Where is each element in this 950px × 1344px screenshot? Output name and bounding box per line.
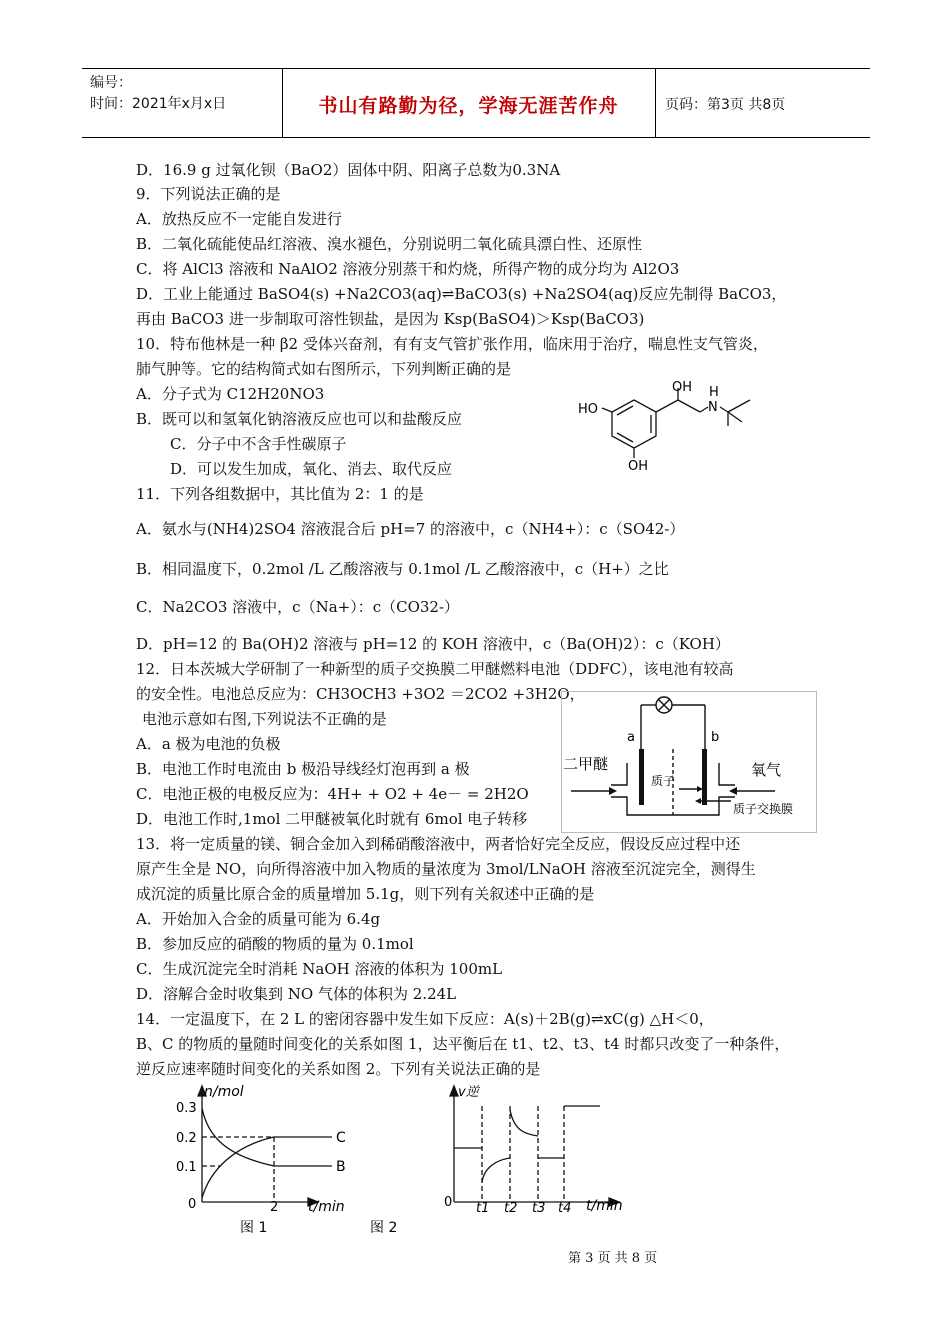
text-line: C．Na2CO3 溶液中，c（Na+）：c（CO32-） — [136, 598, 460, 616]
text-line: B．参加反应的硝酸的物质的量为 0.1mol — [136, 935, 414, 953]
header-meta — [90, 73, 280, 115]
mol-label-oh-bottom: OH — [628, 459, 649, 474]
text-line: D．pH=12 的 Ba(OH)2 溶液与 pH=12 的 KOH 溶液中，c（Ba(OH)2）：c（KOH） — [136, 635, 730, 653]
header-motto: 书山有路勤为径，学海无涯苦作舟 — [318, 95, 619, 117]
electrode-a-label: a — [627, 730, 635, 745]
text-line: B．电池工作时电流由 b 极沿导线经灯泡再到 a 极 — [136, 760, 470, 778]
text-line: B．既可以和氢氧化钠溶液反应也可以和盐酸反应 — [136, 410, 463, 428]
text-line: D．可以发生加成，氧化、消去、取代反应 — [170, 460, 453, 478]
text-line: D．溶解合金时收集到 NO 气体的体积为 2.24L — [136, 985, 457, 1003]
text-line: 10．特布他林是一种 β2 受体兴奋剂，有有支气管扩张作用，临床用于治疗，喘息性支气管炎， — [136, 335, 768, 353]
mol-label-ho: HO — [578, 402, 599, 417]
fig1-y-tick: 0.3 — [176, 1101, 197, 1116]
figure-2-chart — [366, 1078, 632, 1240]
fig1-series-c: C — [336, 1130, 346, 1146]
text-line: 11．下列各组数据中，其比值为 2：1 的是 — [136, 485, 424, 503]
figure-1-chart — [168, 1078, 364, 1240]
time-label: 时间：2021年x月x日 — [90, 96, 227, 112]
text-line: 12．日本茨城大学研制了一种新型的质子交换膜二甲醚燃料电池（DDFC），该电池有较高 — [136, 660, 734, 678]
text-line: A．开始加入合金的质量可能为 6.4g — [136, 910, 381, 928]
text-line: A．放热反应不一定能自发进行 — [136, 210, 342, 228]
text-line: C．电池正极的电极反应为：4H+ + O2 + 4e－ = 2H2O — [136, 785, 529, 803]
text-line: C．分子中不含手性碳原子 — [170, 435, 347, 453]
fuel-cell-diagram — [561, 691, 817, 833]
fig2-x-tick: t3 — [532, 1201, 546, 1216]
text-line: B、C 的物质的量随时间变化的关系如图 1，达平衡后在 t1、t2、t3、t4 时都只改变了一种条件， — [136, 1035, 790, 1053]
proton-label: 质子 — [651, 774, 676, 788]
text-line: 逆反应速率随时间变化的关系如图 2。下列有关说法正确的是 — [136, 1060, 541, 1078]
text-line: 原产生全是 NO，向所得溶液中加入物质的量浓度为 3mol/LNaOH 溶液至沉淀完全，测得生 — [136, 860, 756, 878]
fig2-origin: 0 — [444, 1195, 453, 1210]
text-line: A．a 极为电池的负极 — [136, 735, 281, 753]
membrane-label: 质子交换膜 — [733, 802, 794, 816]
fig1-caption: 图 1 — [240, 1220, 268, 1236]
page-header — [82, 68, 870, 138]
page-footer: 第 3 页 共 8 页 — [568, 1251, 658, 1266]
text-line: 的安全性。电池总反应为：CH3OCH3 +3O2 ＝2CO2 +3H2O， — [136, 685, 585, 703]
text-line: D．16.9 g 过氧化钡（BaO2）固体中阴、阳离子总数为0.3NA — [136, 161, 561, 179]
molecule-structure — [576, 378, 766, 478]
fig1-y-tick: 0.2 — [176, 1131, 197, 1146]
text-line: 13．将一定质量的镁、铜合金加入到稀硝酸溶液中，两者恰好完全反应，假设反应过程中还 — [136, 835, 741, 853]
fig2-x-tick: t1 — [476, 1201, 490, 1216]
text-line: 肺气肿等。它的结构简式如右图所示，下列判断正确的是 — [136, 360, 512, 378]
left-gas-label: 二甲醚 — [563, 755, 609, 773]
text-line: C．生成沉淀完全时消耗 NaOH 溶液的体积为 100mL — [136, 960, 503, 978]
text-line: B．二氧化硫能使品红溶液、溴水褪色，分别说明二氧化硫具漂白性、还原性 — [136, 235, 643, 253]
mol-label-h: H — [709, 385, 719, 400]
text-line: 成沉淀的质量比原合金的质量增加 5.1g，则下列有关叙述中正确的是 — [136, 885, 595, 903]
fig2-x-tick: t4 — [558, 1201, 572, 1216]
text-line: B．相同温度下，0.2mol /L 乙酸溶液与 0.1mol /L 乙酸溶液中，c（H+）之比 — [136, 560, 669, 578]
fig1-series-b: B — [336, 1159, 346, 1175]
header-divider — [655, 69, 656, 137]
mol-label-n: N — [708, 400, 718, 415]
number-label: 编号： — [90, 75, 132, 91]
fig2-x-tick: t2 — [504, 1201, 518, 1216]
fig1-x-tick: 2 — [270, 1200, 279, 1215]
fig1-origin: 0 — [188, 1197, 197, 1212]
text-line: C．将 AlCl3 溶液和 NaAlO2 溶液分别蒸干和灼烧，所得产物的成分均为 Al2O3 — [136, 260, 680, 278]
text-line: 9．下列说法正确的是 — [136, 185, 281, 203]
text-line: A．分子式为 C12H20NO3 — [136, 385, 325, 403]
fig2-caption: 图 2 — [370, 1220, 398, 1236]
fig2-x-label: t/min — [586, 1198, 623, 1214]
header-page-info: 页码：第3页 共8页 — [665, 97, 786, 113]
text-line: D．电池工作时,1mol 二甲醚被氧化时就有 6mol 电子转移 — [136, 810, 528, 828]
fig2-y-label: v逆 — [458, 1085, 479, 1100]
text-line: D．工业上能通过 BaSO4(s) +Na2CO3(aq)⇌BaCO3(s) +Na2SO4(aq)反应先制得 BaCO3， — [136, 285, 787, 303]
electrode-b-label: b — [711, 730, 720, 745]
right-gas-label: 氧气 — [751, 761, 782, 779]
text-line: A．氨水与(NH4)2SO4 溶液混合后 pH=7 的溶液中，c（NH4+）：c（SO42-） — [136, 520, 685, 538]
fig1-y-label: n/mol — [204, 1084, 244, 1100]
text-line: 再由 BaCO3 进一步制取可溶性钡盐，是因为 Ksp(BaSO4)＞Ksp(BaCO3) — [136, 310, 645, 328]
text-line: 电池示意如右图,下列说法不正确的是 — [142, 710, 387, 728]
mol-label-oh: OH — [672, 380, 693, 395]
fig1-x-label: t/min — [308, 1199, 345, 1215]
text-line: 14．一定温度下，在 2 L 的密闭容器中发生如下反应：A(s)＋2B(g)⇌xC(g) △H＜0， — [136, 1010, 714, 1028]
fig1-y-tick: 0.1 — [176, 1160, 197, 1175]
